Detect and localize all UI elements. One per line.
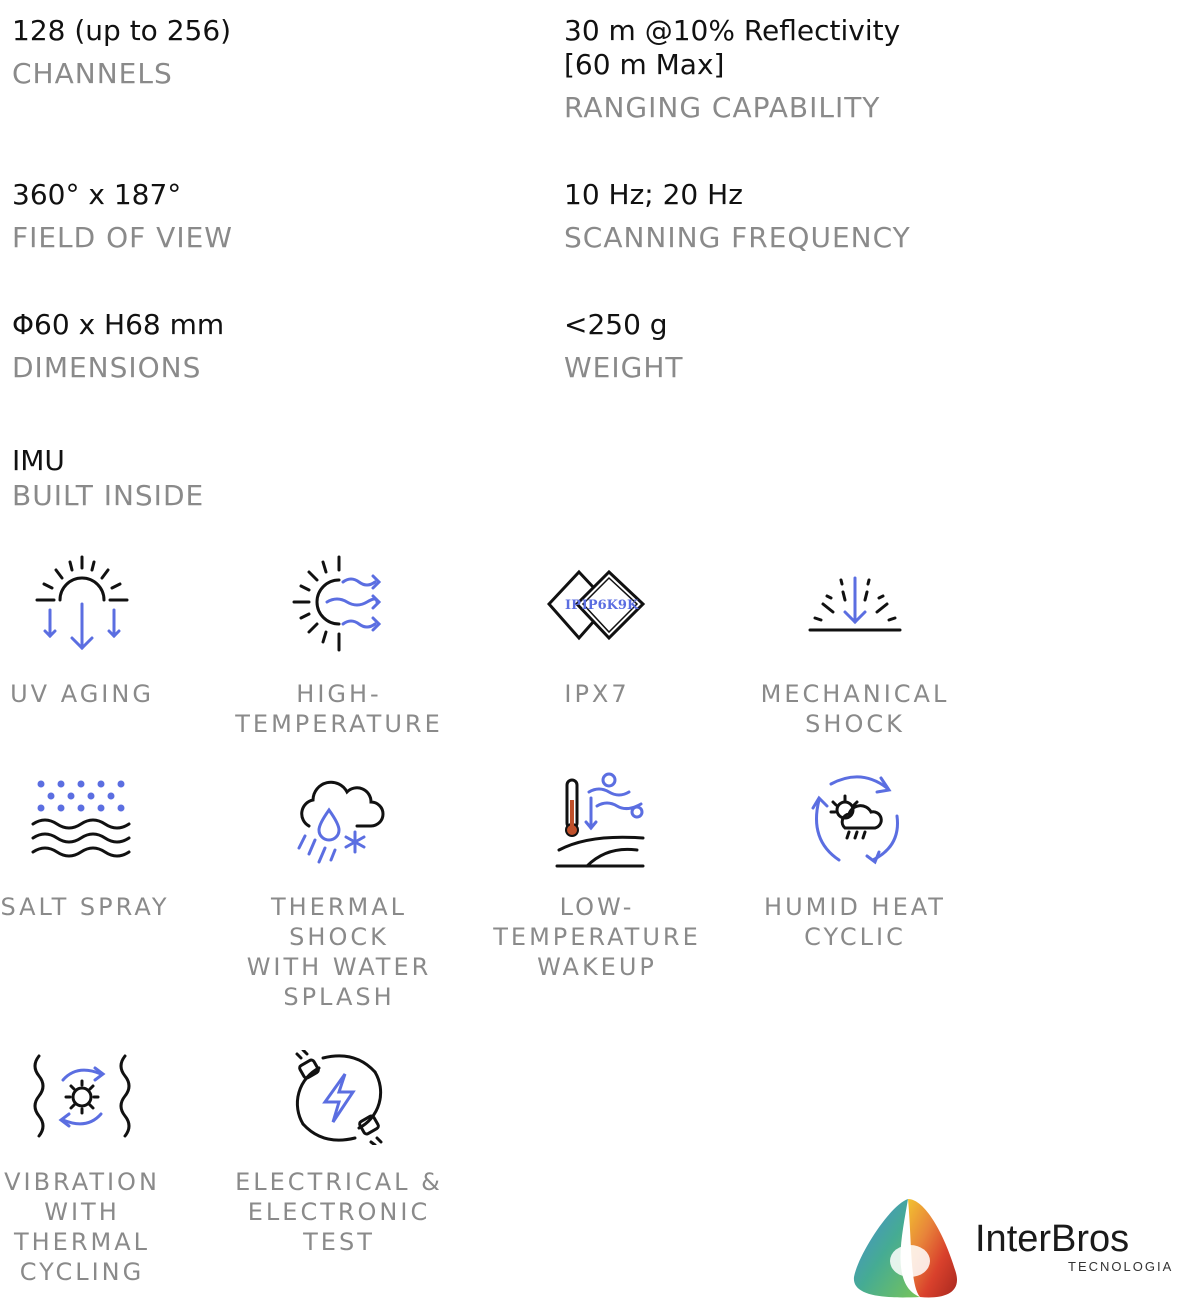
feature-label: HUMID HEAT CYCLIC: [764, 893, 946, 951]
vibration-icon: [27, 1050, 137, 1145]
feature-label: THERMAL SHOCK WITH WATER SPLASH: [246, 893, 432, 1011]
spec-frequency: [564, 178, 911, 255]
feature-humid-heat: [725, 770, 985, 952]
feature-label: UV AGING: [10, 680, 154, 708]
feature-ipx7: [467, 552, 727, 709]
spec-value: Φ60 x H68 mm: [12, 308, 225, 341]
uv-aging-icon: [32, 552, 132, 657]
spec-label: CHANNELS: [12, 57, 173, 90]
spec-value: 360° x 187°: [12, 178, 182, 211]
spec-value: <250 g: [564, 308, 668, 341]
spec-label: DIMENSIONS: [12, 351, 202, 384]
ipx7-badge-text: IP6K9K: [581, 598, 639, 613]
spec-value: IMU: [12, 444, 65, 477]
thermal-shock-icon: [289, 770, 389, 870]
feature-thermal-shock: [209, 770, 469, 1012]
spec-fov: [12, 178, 233, 255]
high-temperature-icon: [289, 552, 389, 657]
brand-tagline: TECNOLOGIA: [1068, 1259, 1174, 1274]
feature-label: ELECTRICAL & ELECTRONIC TEST: [235, 1168, 443, 1256]
brand-name: InterBros: [975, 1218, 1130, 1260]
spec-weight: [564, 308, 684, 385]
spec-label: BUILT INSIDE: [12, 479, 205, 512]
feature-label: LOW- TEMPERATURE WAKEUP: [493, 893, 701, 981]
humid-heat-icon: [805, 770, 905, 870]
feature-label: MECHANICAL SHOCK: [760, 680, 950, 738]
spec-value: 128 (up to 256): [12, 14, 232, 47]
feature-vibration: [0, 1050, 212, 1287]
feature-low-temperature: [467, 770, 727, 982]
feature-salt-spray: [0, 770, 212, 922]
spec-value: 30 m @10% Reflectivity [60 m Max]: [564, 14, 901, 81]
spec-label: FIELD OF VIEW: [12, 221, 233, 254]
feature-electrical: [209, 1050, 469, 1257]
mechanical-shock-icon: [805, 552, 905, 657]
electrical-icon: [289, 1050, 389, 1145]
spec-imu: [12, 444, 204, 513]
feature-label: SALT SPRAY: [0, 893, 170, 921]
spec-value: 10 Hz; 20 Hz: [564, 178, 743, 211]
spec-label: SCANNING FREQUENCY: [564, 221, 911, 254]
salt-spray-icon: [27, 770, 137, 870]
feature-mechanical-shock: [725, 552, 985, 739]
spec-label: WEIGHT: [564, 351, 684, 384]
svg-text:IP: IP: [565, 598, 581, 613]
spec-label: RANGING CAPABILITY: [564, 91, 881, 124]
ipx7-icon: [547, 552, 647, 657]
spec-channels: [12, 14, 231, 91]
feature-label: HIGH- TEMPERATURE: [235, 680, 443, 738]
spec-dimensions: [12, 308, 224, 385]
feature-high-temperature: [209, 552, 469, 739]
feature-label: IPX7: [564, 680, 630, 708]
feature-label: VIBRATION WITH THERMAL CYCLING: [4, 1168, 160, 1286]
spec-ranging: [564, 14, 900, 125]
feature-uv-aging: [0, 552, 212, 709]
low-temperature-icon: [547, 770, 647, 870]
